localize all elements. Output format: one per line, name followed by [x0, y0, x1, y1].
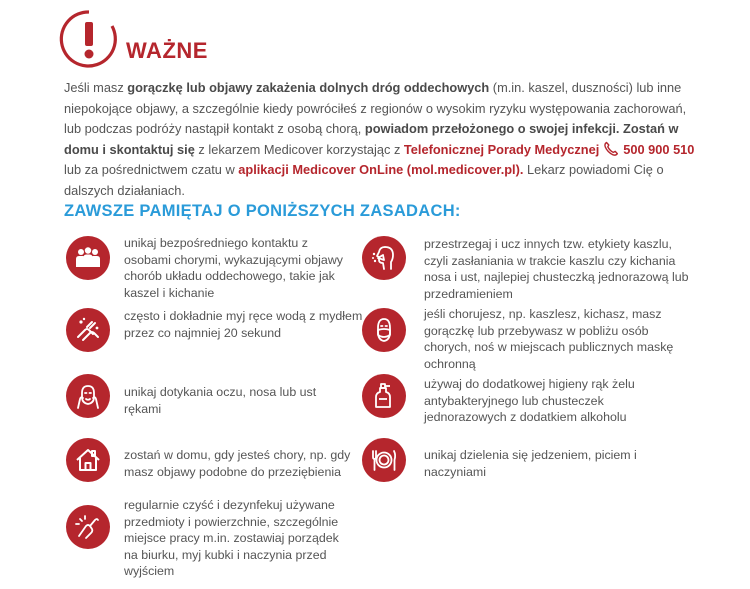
sneeze-icon	[362, 236, 406, 280]
intro-text-3: z lekarzem Medicover korzystając z	[194, 141, 404, 157]
telephone-consultation-label: Telefonicznej Porady Medycznej	[403, 141, 600, 157]
rule-text: często i dokładnie myj ręce wodą z mydłem przez co najmniej 20 sekund	[124, 309, 363, 340]
intro-paragraph	[64, 78, 704, 202]
rule-text: regularnie czyść i dezynfekuj używane przedmioty i powierzchnie, szczególnie miejsce pracy m.in. zostawiaj porządek na biurku, myj kubki i naczynia przed wyjściem	[124, 498, 339, 578]
exclamation-icon	[58, 8, 120, 70]
rule-item	[66, 236, 366, 301]
sanitizer-icon	[362, 374, 406, 418]
rule-item	[362, 438, 702, 482]
intro-bold-1: gorączkę lub objawy zakażenia dolnych dróg oddechowych	[127, 80, 490, 95]
cleaning-icon	[66, 505, 110, 549]
crowd-icon	[66, 236, 110, 280]
rule-text: zostań w domu, gdy jesteś chory, np. gdy masz objawy podobne do przeziębienia	[124, 448, 351, 479]
phone-number[interactable]: 500 900 510	[623, 141, 695, 157]
rule-text: unikaj dotykania oczu, nosa lub ust rękami	[124, 385, 317, 416]
section-title: ZAWSZE PAMIĘTAJ O PONIŻSZYCH ZASADACH:	[64, 202, 461, 220]
intro-text-4: lub za pośrednictwem czatu w	[64, 162, 239, 178]
plate-cutlery-icon	[362, 438, 406, 482]
intro-bold-2: powiadom przełożonego o swojej infekcji. Zostań w domu i skontaktuj się	[64, 121, 679, 157]
rule-text: unikaj bezpośredniego kontaktu z osobami chorymi, wykazującymi objawy chorób układu oddechowego, takie jak kaszel i kichanie	[124, 236, 343, 300]
medicover-online-link[interactable]: aplikacji Medicover OnLine (mol.medicover.pl).	[238, 162, 524, 178]
face-touch-icon	[66, 374, 110, 418]
rule-item	[362, 236, 702, 302]
rule-text: używaj do dodatkowej higieny rąk żelu antybakteryjnego lub chusteczek jednorazowych z dodatkiem alkoholu	[424, 377, 635, 424]
rule-item	[362, 374, 702, 426]
hand-washing-icon	[66, 308, 110, 352]
rule-item	[66, 498, 366, 580]
face-mask-icon	[362, 308, 406, 352]
intro-text-2: (m.in. kaszel, duszności) lub inne niepokojące objawy, a szczególnie kiedy powróciłeś z regionów o wysokim ryzyku występowania zachorowań, lub podczas podróży nastąpił kontakt z osobą chorą,	[64, 80, 687, 137]
rule-text: przestrzegaj i ucz innych tzw. etykiety kaszlu, czyli zasłaniania w trakcie kaszlu czy kichania nosa i ust, najlepiej chusteczką jednorazową lub przedramieniem	[424, 237, 689, 301]
page-title: WAŻNE	[126, 38, 208, 63]
rule-text: unikaj dzielenia się jedzeniem, piciem i naczyniami	[424, 448, 637, 479]
rule-item	[66, 438, 366, 482]
house-icon	[66, 438, 110, 482]
rule-text: jeśli chorujesz, np. kaszlesz, kichasz, masz gorączkę lub przebywasz w pobliżu osób chorych, noś w miejscach publicznych maskę ochronną	[424, 307, 674, 371]
rule-item	[66, 308, 366, 352]
rule-item	[362, 308, 702, 372]
intro-text-5: Lekarz powiadomi Cię o dalszych działaniach.	[64, 162, 664, 198]
phone-icon	[603, 141, 619, 157]
intro-text-1: Jeśli masz	[64, 80, 128, 95]
rule-item	[66, 374, 366, 418]
